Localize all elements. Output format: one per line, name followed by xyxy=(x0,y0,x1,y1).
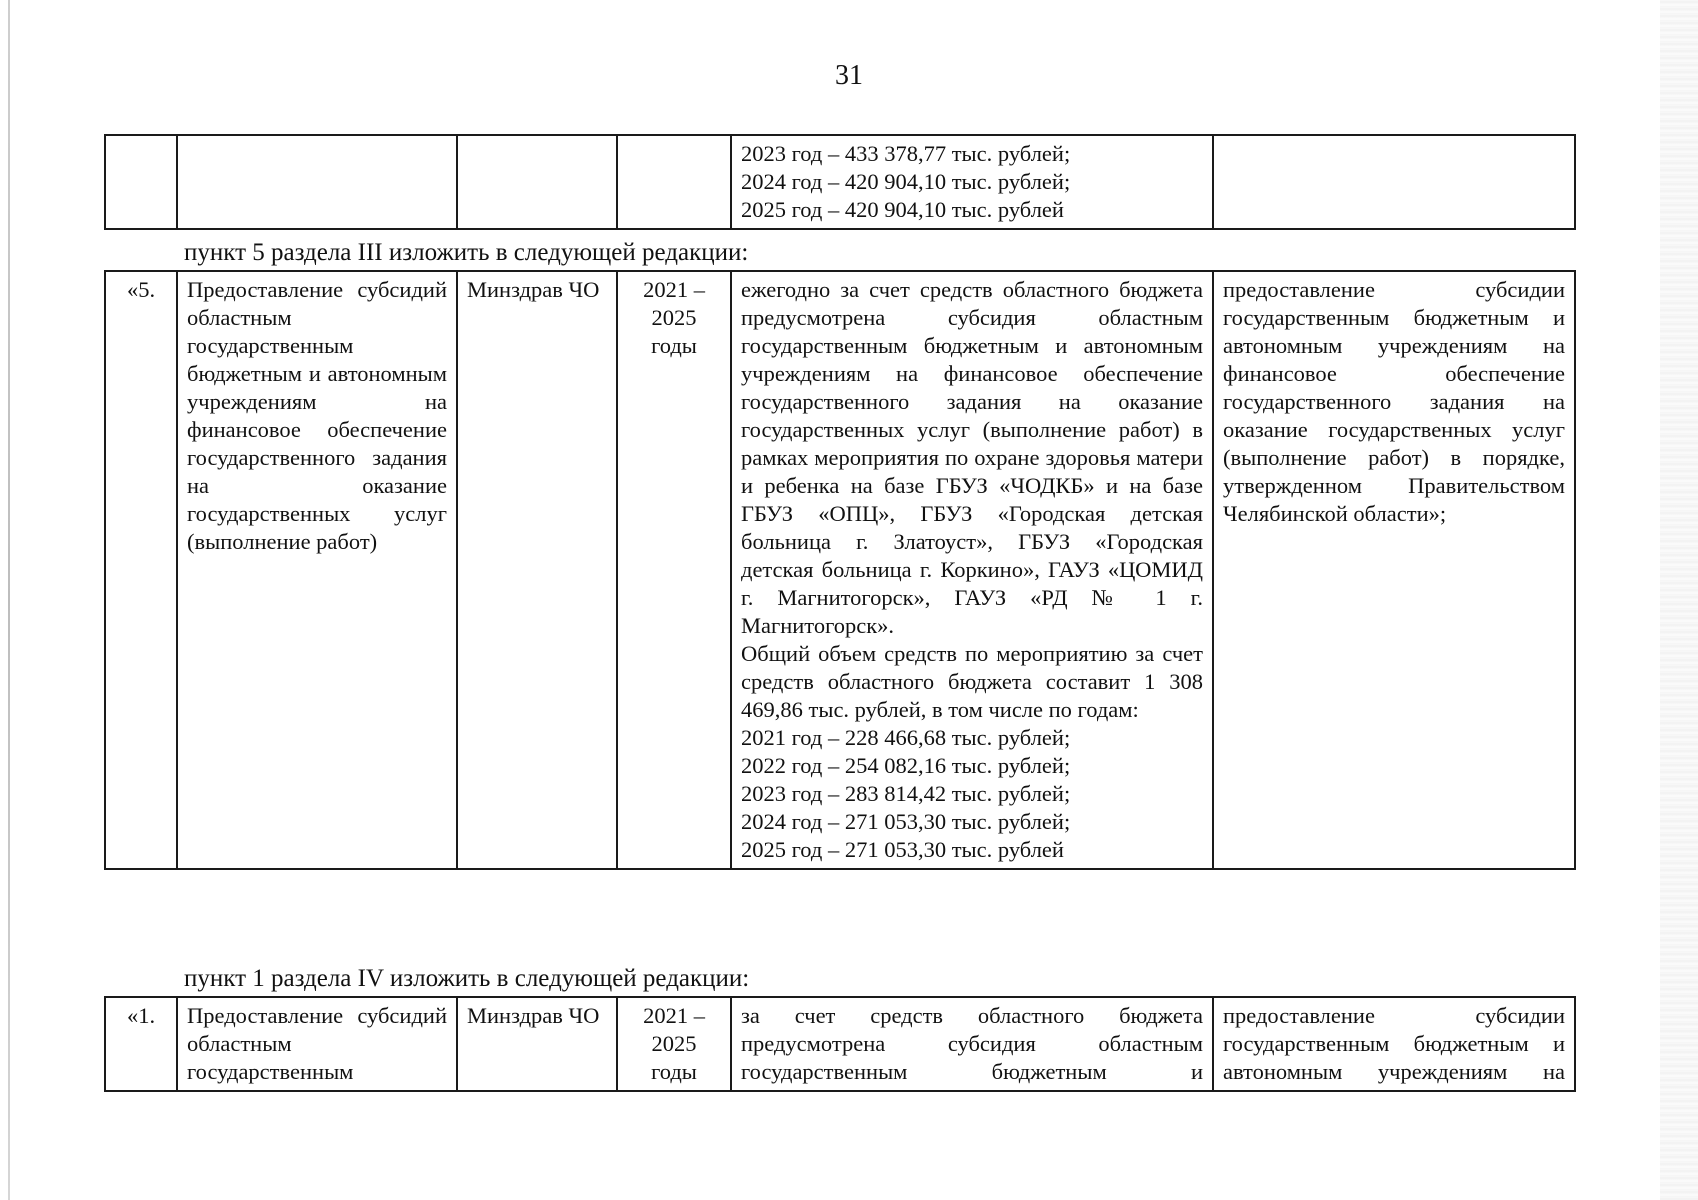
table-row xyxy=(105,271,1575,869)
item-executor: Минздрав ЧО xyxy=(457,997,617,1091)
item-funding: за счет средств областного бюджета предусмотрена субсидия областным государственным бюджетным и xyxy=(731,997,1213,1091)
continuation-table xyxy=(104,134,1576,230)
item-funding xyxy=(731,271,1213,869)
cell-executor xyxy=(457,135,617,229)
item-period: 2021 – 2025 годы xyxy=(617,997,731,1091)
funding-description: ежегодно за счет средств областного бюджета предусмотрена субсидия областным государственным бюджетным и автономным учреждениям на финансовое обеспечение государственного задания на оказание государственных услуг (выполнение работ) в рамках мероприятия по охране здоровья матери и ребенка на базе ГБУЗ «ЧОДКБ» и на базе ГБУЗ «ОПЦ», ГБУЗ «Городская детская больница г. Златоуст», ГБУЗ «Городская детская больница г. Коркино», ГАУЗ «ЦОМИД г. Магнитогорск», ГАУЗ «РД № 1 г. Магнитогорск». xyxy=(741,277,1203,638)
item-5-table xyxy=(104,270,1576,870)
cell-num xyxy=(105,135,177,229)
scan-edge-left xyxy=(8,0,10,1200)
year-line: 2024 год – 420 904,10 тыс. рублей; xyxy=(741,169,1071,194)
year-line: 2023 год – 433 378,77 тыс. рублей; xyxy=(741,141,1071,166)
year-line: 2024 год – 271 053,30 тыс. рублей; xyxy=(741,809,1071,834)
cell-name xyxy=(177,135,457,229)
funding-total: Общий объем средств по мероприятию за счет средств областного бюджета составит 1 308 469,86 тыс. рублей, в том числе по годам: xyxy=(741,641,1203,722)
table-row xyxy=(105,135,1575,229)
item-number: «5. xyxy=(105,271,177,869)
year-line: 2025 год – 420 904,10 тыс. рублей xyxy=(741,197,1064,222)
item-result: предоставление субсидии государственным бюджетным и автономным учреждениям на xyxy=(1213,997,1575,1091)
cell-period xyxy=(617,135,731,229)
item-executor: Минздрав ЧО xyxy=(457,271,617,869)
year-line: 2021 год – 228 466,68 тыс. рублей; xyxy=(741,725,1071,750)
item-period: 2021 – 2025 годы xyxy=(617,271,731,869)
item-name: Предоставление субсидий областным государственным бюджетным и автономным учреждениям на финансовое обеспечение государственного задания на оказание государственных услуг (выполнение работ) xyxy=(177,271,457,869)
item-result: предоставление субсидии государственным бюджетным и автономным учреждениям на финансовое обеспечение государственного задания на оказание государственных услуг (выполнение работ) в порядке, утвержденном Правительством Челябинской области»; xyxy=(1213,271,1575,869)
page-number: 31 xyxy=(835,60,863,91)
scan-edge-right xyxy=(1660,0,1698,1200)
year-line: 2025 год – 271 053,30 тыс. рублей xyxy=(741,837,1064,862)
instruction-text: пункт 5 раздела III изложить в следующей редакции: xyxy=(184,239,749,266)
instruction-text: пункт 1 раздела IV изложить в следующей редакции: xyxy=(184,965,750,992)
item-number: «1. xyxy=(105,997,177,1091)
cell-result xyxy=(1213,135,1575,229)
item-name: Предоставление субсидий областным государственным xyxy=(177,997,457,1091)
year-line: 2023 год – 283 814,42 тыс. рублей; xyxy=(741,781,1071,806)
item-1-table xyxy=(104,996,1576,1092)
table-row xyxy=(105,997,1575,1091)
cell-funding xyxy=(731,135,1213,229)
year-line: 2022 год – 254 082,16 тыс. рублей; xyxy=(741,753,1071,778)
